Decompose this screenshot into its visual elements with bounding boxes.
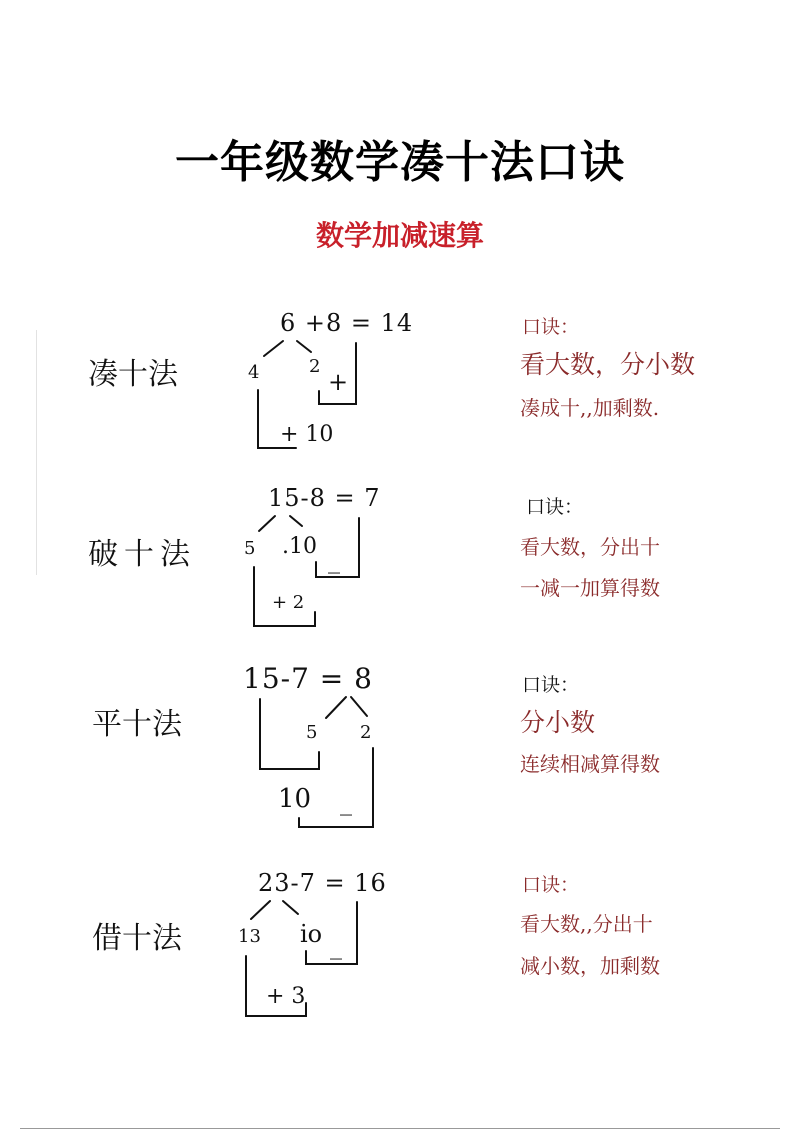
split-line [264,341,283,356]
split-part-left: 5 [306,722,318,743]
bracket-line [258,390,296,448]
rhyme-line-1: 分小数 [520,708,596,737]
split-part-right: io [300,920,323,948]
equation: 23-7 = 16 [258,869,387,897]
rhyme-line-1: 看大数，分出十 [520,535,660,559]
bracket-line [246,956,306,1016]
split-line [251,901,270,919]
rhyme-label: 口诀： [522,316,580,338]
bracket-line [319,343,356,404]
method-name: 借十法 [92,921,182,956]
ten-line: 10 [278,784,312,814]
rhyme-label: 口诀： [522,674,580,696]
rhyme-line-2: 凑成十,,加剩数. [520,396,660,420]
split-line [259,516,275,531]
split-line [326,697,346,718]
rhyme-label: 口诀： [526,496,584,518]
equation: 15-8 = 7 [268,484,381,512]
bottom-divider [20,1128,780,1129]
rhyme-line-1: 看大数，分小数 [520,350,696,379]
rhyme-line-2: 连续相减算得数 [520,752,660,776]
split-line [283,901,298,914]
split-line [290,516,302,526]
rhyme-line-2: 一减一加算得数 [520,576,660,600]
bracket-line [316,518,359,577]
rhyme-line-2: 减小数，加剩数 [520,954,660,978]
page-subtitle: 数学加减速算 [315,219,484,252]
split-part-left: 13 [238,926,261,947]
rhyme-label: 口诀： [522,874,580,896]
split-line [351,697,367,716]
split-part-left: 4 [248,362,260,383]
method-name: 破十法 [88,537,196,572]
ten-line: + 2 [272,592,305,613]
split-part-left: 5 [244,538,256,559]
ten-line: + 3 [266,984,306,1009]
split-part-right: 2 [360,722,372,743]
split-line [297,341,311,352]
bracket-line [254,567,315,626]
operation-sign: _ [328,546,340,574]
ten-line: + 10 [280,422,334,447]
split-part-right: .10 [282,534,317,559]
operation-sign: _ [330,932,342,960]
split-part-right: 2 [309,356,321,377]
bracket-line [260,699,319,769]
bracket-line [306,902,357,964]
method-name: 凑十法 [88,357,178,392]
equation: 6 +8 = 14 [280,309,414,337]
method-name: 平十法 [92,707,182,742]
operation-sign: _ [340,788,352,816]
page-title: 一年级数学凑十法口诀 [175,137,625,188]
bracket-line [299,748,373,827]
operation-sign: + [328,368,349,396]
rhyme-line-1: 看大数,,分出十 [520,912,653,936]
equation: 15-7 = 8 [243,662,373,695]
